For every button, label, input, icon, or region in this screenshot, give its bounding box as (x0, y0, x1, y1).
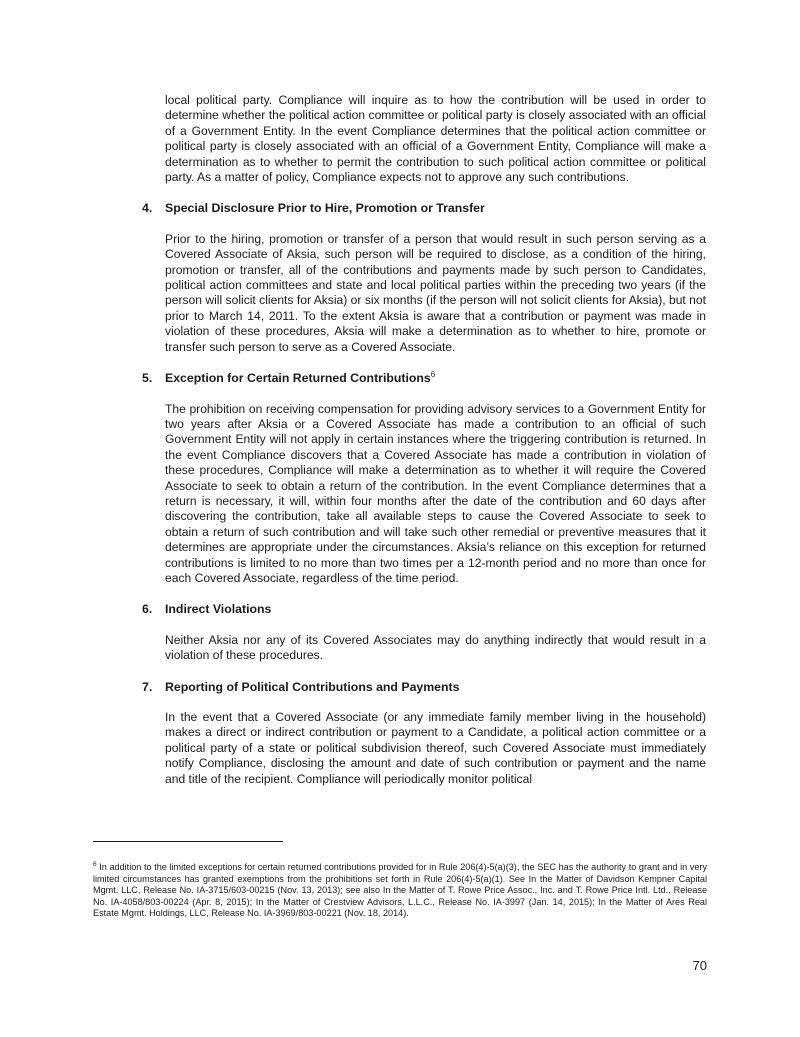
section-4-body: Prior to the hiring, promotion or transfer of a person that would result in such person serving as a Covered Associate of Aksia, such person will be required to disclose, as a condition of the hiring, promotion or transfer, all of the contributions and payments made by such person to Candidates, political action committees and state and local political parties within the preceding two years (if the person will solicit clients for Aksia) or six months (if the person will not solicit clients for Aksia), but not prior to March 14, 2011. To the extent Aksia is aware that a contribution or payment was made in violation of these procedures, Aksia will make a determination as to whether to hire, promote or transfer such person to serve as a Covered Associate. (165, 231, 706, 354)
section-title: Special Disclosure Prior to Hire, Promotion or Transfer (165, 201, 485, 216)
footnote-reference: 6 (430, 370, 436, 379)
section-6-heading (142, 602, 706, 617)
section-7-body: In the event that a Covered Associate (or any immediate family member living in the household) makes a direct or indirect contribution or payment to a Candidate, a political action committee or a political party of a state or political subdivision thereof, such Covered Associate must immediately notify Compliance, disclosing the amount and date of such contribution or payment and the name and title of the recipient. Compliance will periodically monitor political (165, 710, 706, 786)
footnote-marker: 6 (93, 860, 97, 868)
section-number: 6. (142, 602, 153, 617)
section-number: 7. (142, 679, 153, 694)
section-title: Indirect Violations (165, 602, 272, 617)
section-number: 4. (142, 201, 153, 216)
section-7-heading (142, 680, 706, 695)
section-5-body: The prohibition on receiving compensation for providing advisory services to a Government Entity for two years after Aksia or a Covered Associate has made a contribution to an official of such Government Entity will not apply in certain instances where the triggering contribution is returned. In the event Compliance discovers that a Covered Associate has made a contribution in violation of these procedures, Compliance will make a determination as to whether it will require the Covered Associate to seek to obtain a return of the contribution. In the event Compliance determines that a return is necessary, it will, within four months after the date of the contribution and 60 days after discovering the contribution, take all available steps to cause the Covered Associate to seek to obtain a return of such contribution and will take such other remedial or preventive measures that it determines are appropriate under the circumstances. Aksia’s reliance on this exception for returned contributions is limited to no more than two times per a 12-month period and no more than once for each Covered Associate, regardless of the time period. (165, 401, 706, 585)
section-title: Reporting of Political Contributions and Payments (165, 679, 460, 694)
section-6-body: Neither Aksia nor any of its Covered Associates may do anything indirectly that would result in a violation of these procedures. (165, 632, 706, 663)
section-title: Exception for Certain Returned Contributions (165, 371, 431, 386)
section-5-heading (142, 371, 706, 386)
intro-paragraph: local political party. Compliance will inquire as to how the contribution will be used in order to determine whether the political action committee or political party is closely associated with an official of a Government Entity. In the event Compliance determines that the political action committee or political party is closely associated with an official of a Government Entity, Compliance will make a determination as to whether to permit the contribution to such political action committee or political party. As a matter of policy, Compliance expects not to approve any such contributions. (165, 93, 706, 185)
section-number: 5. (142, 371, 153, 386)
footnote-separator (93, 841, 283, 842)
page-number: 70 (692, 958, 707, 973)
section-4-heading (142, 201, 706, 216)
page-body (142, 93, 706, 787)
footnote (93, 862, 707, 920)
footnote-text: In addition to the limited exceptions for certain returned contributions provided for in Rule 206(4)-5(a)(3), the SEC has the authority to grant and in very limited circumstances has granted exemptions from the prohibitions set forth in Rule 206(4)-5(a)(1). See In the Matter of Davidson Kempner Capital Mgmt. LLC, Release No. IA-3715/603-00215 (Nov. 13, 2013); see also In the Matter of T. Rowe Price Assoc., Inc. and T. Rowe Price Intl. Ltd., Release No. IA-4058/803-00224 (Apr. 8, 2015); In the Matter of Crestview Advisors, L.L.C., Release No. IA-3997 (Jan. 14, 2015); In the Matter of Ares Real Estate Mgmt. Holdings, LLC, Release No. IA-3969/803-00221 (Nov. 18, 2014). (93, 862, 707, 919)
